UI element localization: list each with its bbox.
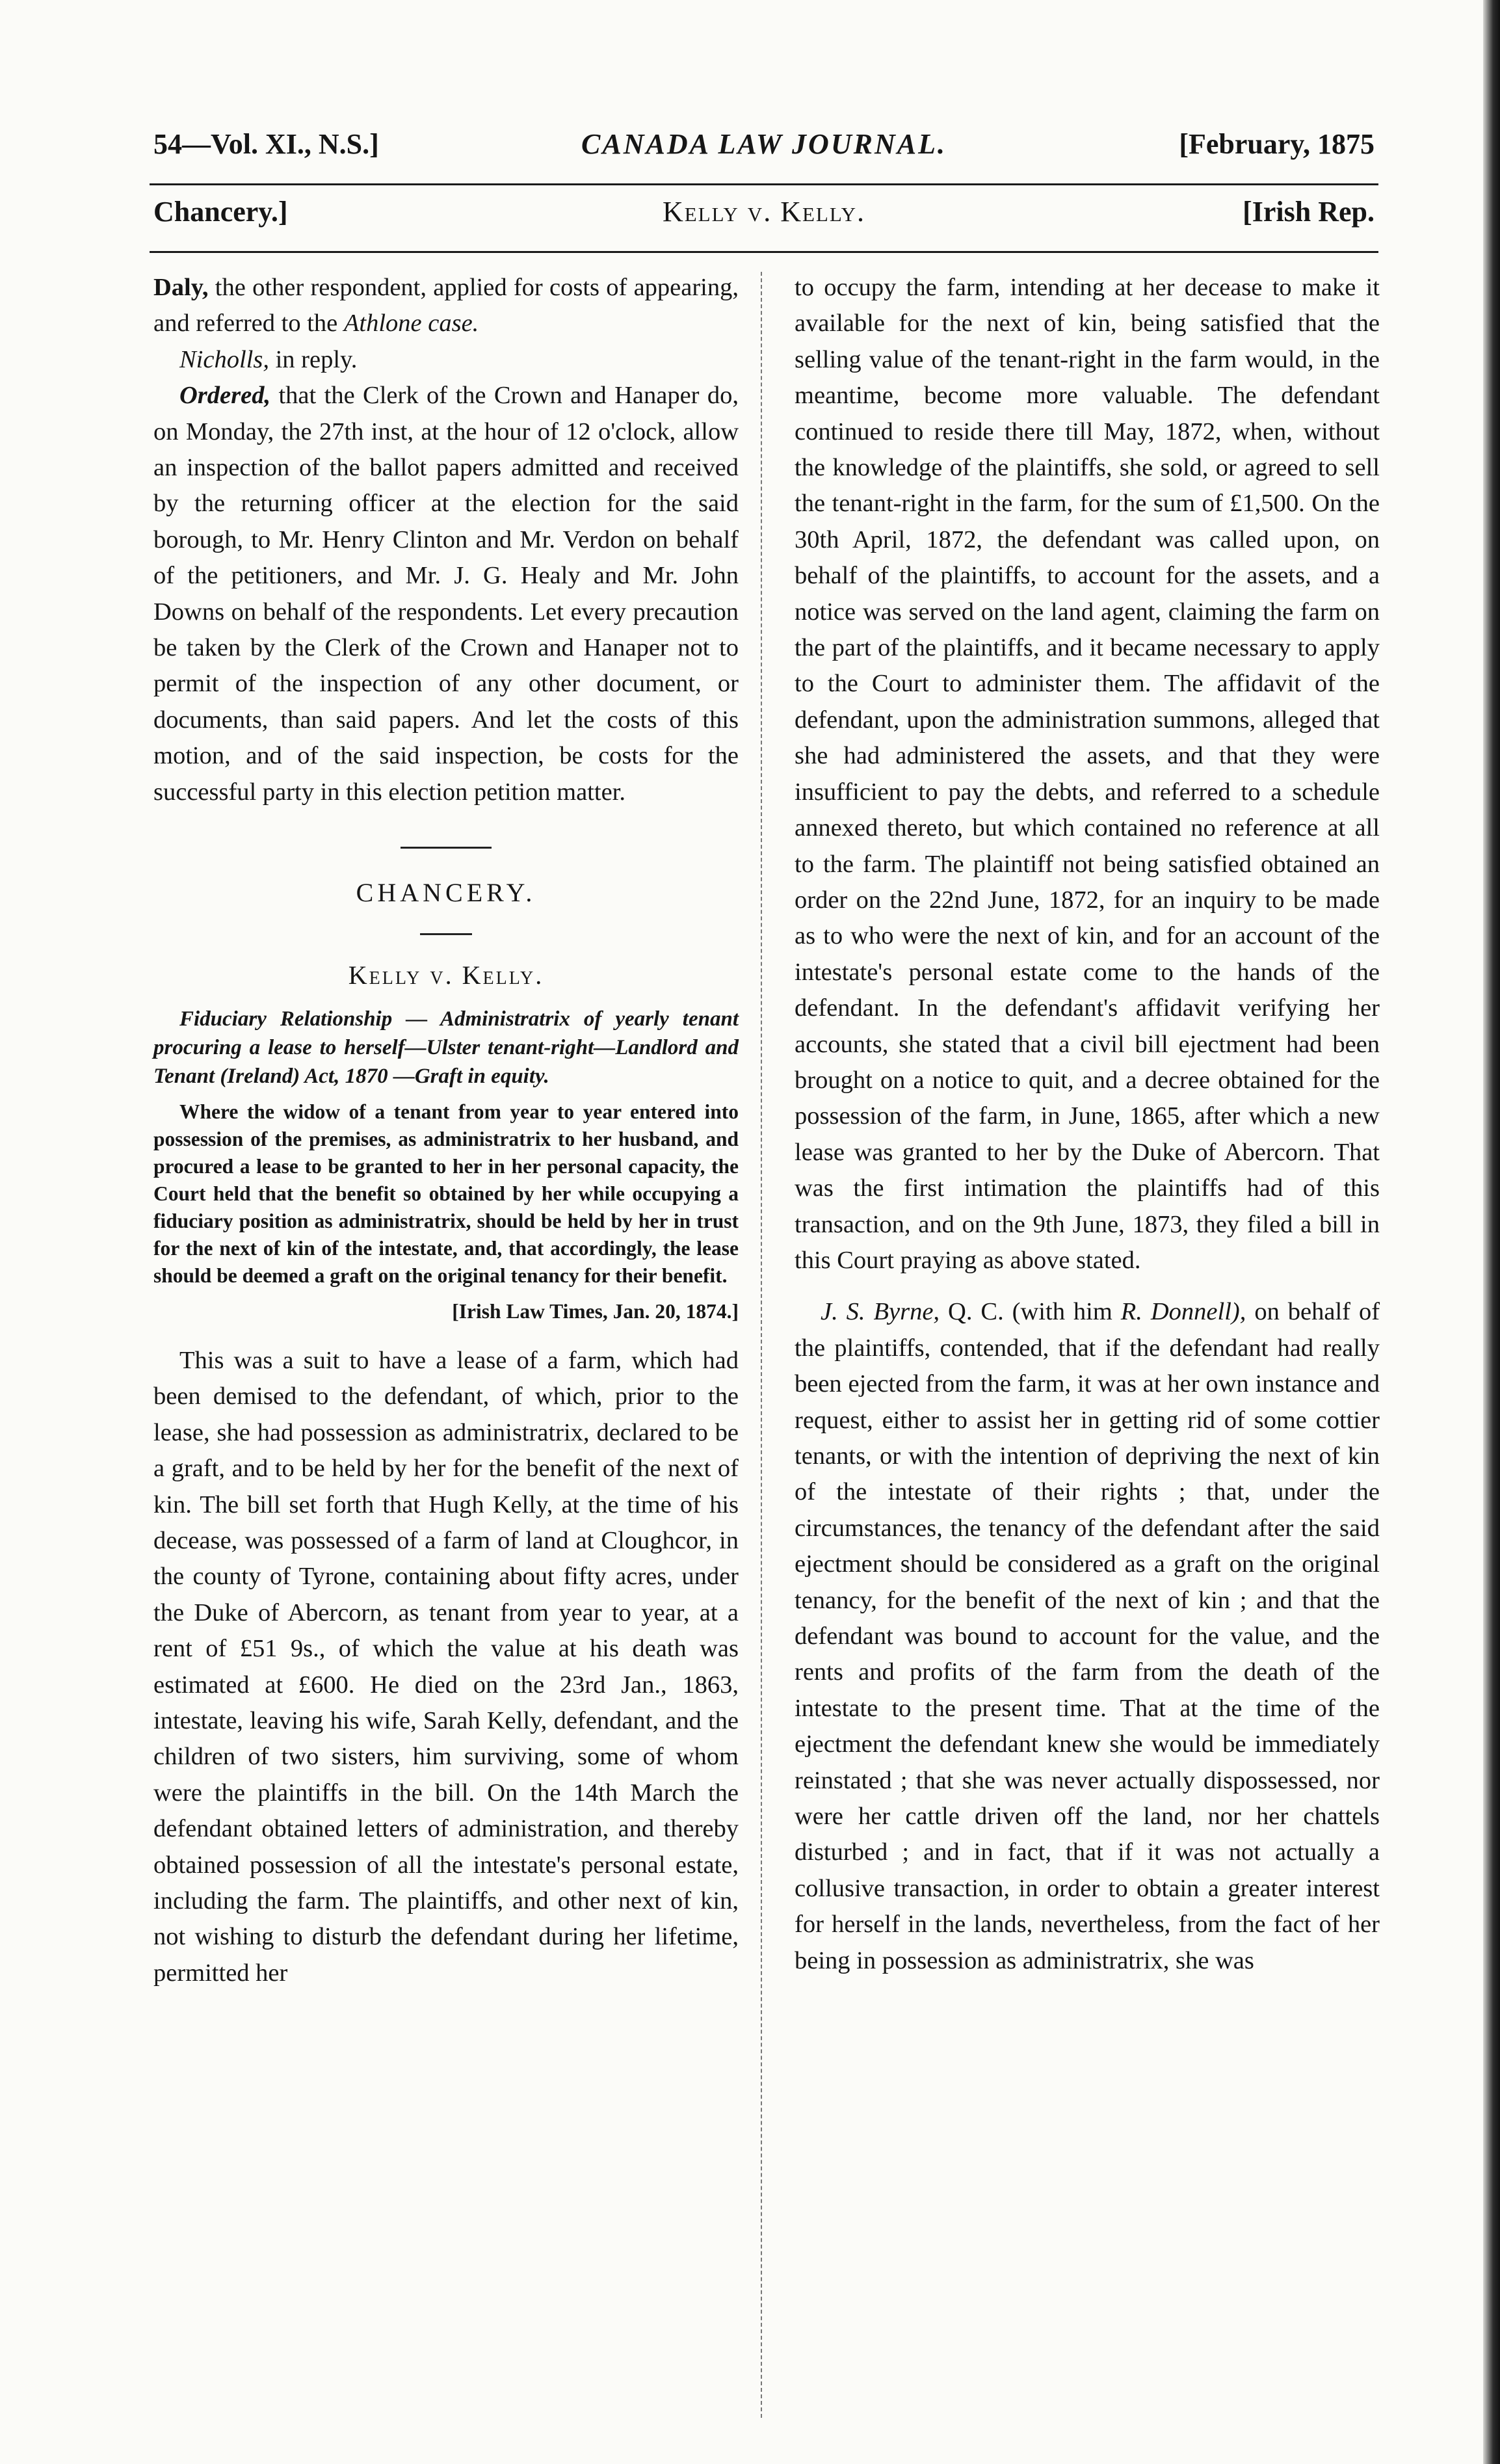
page-volume-label: 54—Vol. XI., N.S.] (153, 128, 379, 160)
respondent-name: Daly, (153, 274, 209, 301)
section-head (153, 195, 1375, 241)
header-rule (150, 183, 1378, 185)
counsel-name: Nicholls, (179, 345, 269, 373)
column-divider (761, 272, 762, 2418)
citation: [Irish Law Times, Jan. 20, 1874.] (452, 1299, 739, 1323)
order-text: that the Clerk of the Crown and Hanaper do, on Monday, the 27th inst, at the hour of 12 o'clock, allow an inspection of the ballot papers admitted and received by the returning officer at the election for the said borough, to Mr. Henry Clinton and Mr. Verdon on behalf of the petitioners, and Mr. J. G. Healy and Mr. John Downs on behalf of the respondents. Let every precaution be taken by the Clerk of the Crown and Hanaper not to permit of the inspection of any other document, or documents, than said papers. And let the costs of this motion, and of the said inspection, be costs for the successful party in this election petition matter. (153, 382, 739, 806)
case-running-title: Kelly v. Kelly. (662, 196, 866, 228)
divider-rule (401, 847, 492, 849)
counsel-name: J. S. Byrne, (821, 1298, 940, 1326)
paragraph (153, 342, 739, 378)
order-lead: Ordered, (179, 382, 271, 410)
section-rule (150, 251, 1378, 253)
case-reference: Athlone case. (343, 310, 479, 338)
headnote-keywords: Fiduciary Relationship — Administratrix of yearly tenant procuring a lease to herself—Ulster tenant-right—Landlord and Tenant (Ireland) Act, 1870 —Graft in equity. (153, 1007, 739, 1088)
right-column (795, 270, 1380, 1979)
paragraph-text: the other respondent, applied for costs of appearing, and referred to the (153, 274, 739, 338)
running-head (153, 127, 1375, 173)
journal-title: CANADA LAW JOURNAL. (581, 128, 947, 160)
issue-date: [February, 1875 (1179, 128, 1375, 160)
paragraph-text: on behalf of the plaintiffs, contended, that if the defendant had really been ejected from the farm, it was at her own instance and request, either to assist her in getting rid of some cottier tenants, or with the intention of depriving the next of kin of the intestate of their rights ; that, under the circumstances, the tenancy of the defendant after the said ejectment should be considered as a graft on the original tenancy, for the benefit of the next of kin ; and that the defendant was bound to account for the value, and the rents and profits of the farm from the death of the intestate to the present time. That at the time of the ejectment the defendant knew she would be immediately reinstated ; that she was never actually dispossessed, nor were her cattle driven off the land, nor her chattels disturbed ; and in fact, that if it was not actually a collusive transaction, in order to obtain a greater interest for herself in the lands, nevertheless, from the fact of her being in possession as administratrix, she was (795, 1298, 1380, 1974)
case-title: Kelly v. Kelly. (348, 960, 544, 990)
paragraph (153, 270, 739, 342)
paragraph-text: Q. C. (with him (948, 1298, 1112, 1326)
scan-edge (1483, 0, 1500, 2464)
body-paragraph: This was a suit to have a lease of a farm, which had been demised to the defendant, of which, prior to the lease, she had possession as administratrix, declared to be a graft, and to be held by her for the benefit of the next of kin. The bill set forth that Hugh Kelly, at the time of his decease, was possessed of a farm of land at Cloughcor, in the county of Tyrone, containing about fifty acres, under the Duke of Abercorn, as tenant from year to year, at a rent of £51 9s., of which the value at his death was estimated at £600. He died on the 23rd Jan., 1863, intestate, leaving his wife, Sarah Kelly, defendant, and the children of two sisters, him surviving, some of whom were the plaintiffs in the bill. On the 14th March the defendant obtained letters of administration, and thereby obtained possession of all the intestate's personal estate, including the farm. The plaintiffs, and other next of kin, not wishing to disturb the defendant during her lifetime, permitted her (153, 1346, 739, 1987)
headnote: Where the widow of a tenant from year to year entered into possession of the premises, as administratrix to her husband, and procured a lease to be granted to her in her personal capacity, the Court held that the benefit so obtained by her while occupying a fiduciary position as administratrix, should be held by her in trust for the next of kin of the intestate, and, that accordingly, the lease should be deemed a graft on the original tenancy for their benefit. (153, 1100, 739, 1287)
chancery-heading: CHANCERY. (356, 878, 536, 908)
court-label: Chancery.] (153, 196, 288, 228)
body-paragraph: to occupy the farm, intending at her decease to make it available for the next of kin, being satisfied that the selling value of the tenant-right in the farm would, in the meantime, become more valuable. The defendant continued to reside there till May, 1872, when, without the knowledge of the plaintiffs, she sold, or agreed to sell the tenant-right in the farm, for the sum of £1,500. On the 30th April, 1872, the defendant was called upon, on behalf of the plaintiffs, to account for the assets, and a notice was served on the land agent, claiming the farm on the part of the plaintiffs, and it became necessary to apply to the Court to administer them. The affidavit of the defendant, upon the administration summons, alleged that she had administered the assets, and that they were insufficient to pay the debts, and referred to a schedule annexed thereto, but which contained no reference at all to the farm. The plaintiff not being satisfied obtained an order on the 22nd June, 1872, for an inquiry to be made as to who were the next of kin, and for an account of the intestate's personal estate come to the hands of the defendant. In the defendant's affidavit verifying her accounts, she stated that a civil bill ejectment had been brought on a notice to quit, and a decree obtained for the possession of the farm, in June, 1865, after which a new lease was granted to her by the Duke of Abercorn. That was the first intimation the plaintiffs had of this transaction, and on the 9th June, 1873, they filed a bill in this Court praying as above stated. (795, 274, 1380, 1274)
order-paragraph (153, 378, 739, 810)
argument-paragraph (795, 1294, 1380, 1979)
counsel-name: R. Donnell), (1120, 1298, 1246, 1326)
divider-rule-short (420, 933, 472, 935)
paragraph-text: in reply. (275, 345, 358, 373)
left-column (153, 270, 739, 1991)
report-label: [Irish Rep. (1243, 196, 1375, 228)
